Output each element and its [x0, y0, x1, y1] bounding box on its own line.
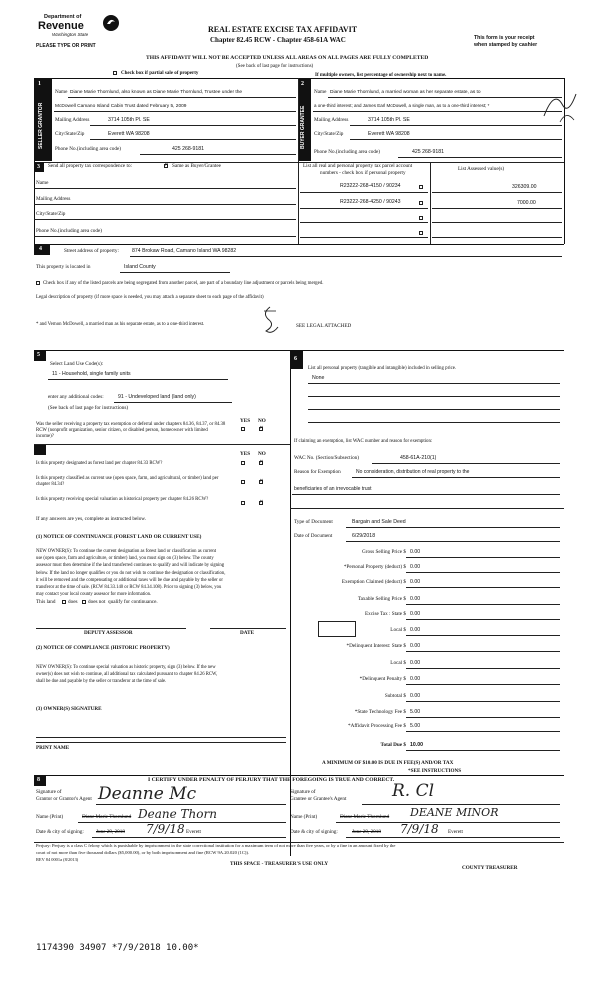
located-in-county: Island County: [124, 264, 156, 270]
wac-number: 458-61A-210(1): [400, 455, 437, 461]
located-underline: [120, 272, 230, 273]
same-as-buyer-checkbox[interactable]: [164, 164, 168, 168]
grantor-date-handwritten: 7/9/18: [146, 822, 185, 836]
grantee-date-handwritten: 7/9/18: [400, 822, 439, 836]
buyer-address-label: Mailing Address: [314, 117, 349, 123]
calc-label-excise-local: Local $: [390, 627, 406, 633]
parcel-value-1: 326309.00: [512, 184, 537, 190]
grantor-name-handwritten: Deane Thorn: [138, 807, 217, 821]
seller-city: Everett WA 98208: [108, 131, 150, 137]
personal-property-value: None: [312, 375, 325, 381]
receipt-note-1: This form is your receipt: [474, 35, 535, 41]
calc-value-exemption: 0.00: [410, 579, 421, 585]
same-as-buyer-label: Same as Buyer/Grantee: [172, 163, 221, 169]
tax-corr-address-label: Mailing Address: [36, 196, 71, 202]
section-8-number-block: [34, 776, 46, 786]
dor-logo: [36, 12, 128, 40]
question-forest: Is this property designated as forest land per chapter 84.33 RCW?: [36, 461, 163, 466]
notice-2-text: [36, 664, 288, 686]
parcel-personal-checkbox-2[interactable]: [419, 201, 423, 205]
notice-2-line: owner(s) does not wish to continue, all additional tax calculated pursuant to chapter 84.26 RCW,: [36, 672, 218, 678]
buyer-address-underline: [350, 125, 562, 126]
calc-underline-interest-local: [406, 668, 560, 669]
form-title: REAL ESTATE EXCISE TAX AFFIDAVIT: [208, 25, 358, 34]
see-legal-attached: SEE LEGAL ATTACHED: [296, 323, 352, 329]
historic-no-checkbox[interactable]: [259, 501, 263, 505]
street-address-label: Street address of property:: [64, 248, 119, 254]
segregated-checkbox[interactable]: [36, 281, 40, 285]
grantor-name-printed: Diane Marie Thornlund: [82, 814, 132, 820]
multiple-owners-note: If multiple owners, list percentage of ownership next to name.: [315, 73, 447, 78]
grantor-date-underline: [92, 837, 286, 838]
grantee-name-printed: Diane Marie Thornlund: [340, 814, 390, 820]
calc-label-exemption: Exemption Claimed (deduct) $: [341, 579, 406, 585]
street-underline: [130, 256, 562, 257]
parcel-personal-checkbox-1[interactable]: [419, 185, 423, 189]
current-use-yes-checkbox[interactable]: [241, 480, 245, 484]
personal-line-1: [308, 383, 560, 384]
notice-1-line: it will be removed and the compensating or additional taxes will be due and payable by the seller or: [36, 577, 223, 583]
tax-corr-phone-label: Phone No.(including area code): [36, 228, 102, 234]
notice-1-text: [36, 548, 288, 598]
grantor-name-label: Name (Print): [36, 814, 64, 820]
does-not-label: does not: [88, 599, 106, 605]
recording-stamp: 1174390 34907 *7/9/2018 10.00*: [36, 943, 199, 953]
grantor-sig-label-2: Grantor or Grantor's Agent: [36, 796, 92, 802]
no-header-1: NO: [258, 418, 266, 424]
yes-header-2: YES: [240, 451, 251, 457]
logo-dept-line3: Washington State: [52, 32, 89, 37]
grantor-sig-label-1: Signature of: [36, 789, 62, 795]
assessed-underline-3: [432, 222, 562, 223]
located-in-label: This property is located in: [36, 264, 91, 270]
notice-1-title: (1) NOTICE OF CONTINUANCE (FOREST LAND OR CURRENT USE): [36, 534, 202, 540]
land-use-underline: [48, 379, 228, 380]
personal-line-3: [308, 409, 560, 410]
current-use-no-checkbox[interactable]: [259, 480, 263, 484]
calc-value-total: 10.00: [410, 742, 423, 748]
grantor-date-printed: June 29, 2018: [96, 829, 125, 835]
legal-description-text: * and Vernon McDowell, a married man as his separate estate, as to a one-third interest.: [36, 322, 205, 327]
this-land-label: This land: [36, 599, 56, 605]
calc-label-gross: Gross Selling Price $: [362, 549, 406, 555]
buyer-city-underline: [350, 139, 562, 140]
margin-scribble-icon: [540, 86, 580, 126]
if-answers-yes: If any answers are yes, complete as instructed below.: [36, 516, 147, 522]
section-6-number: 6: [294, 356, 297, 362]
notice-2-line: NEW OWNER(S): To continue special valuation as historic property, sign (3) below. If the new: [36, 665, 216, 670]
buyer-phone: 425 268-9181: [412, 149, 445, 155]
parcel-value-2: 7000.00: [517, 200, 536, 206]
reason-line-1: No consideration, distribution of real property to the: [356, 469, 470, 475]
deputy-assessor-line: [36, 628, 186, 629]
section-4-number: 4: [39, 246, 42, 252]
reason-underline-1: [352, 477, 560, 478]
parcel-underline-2: [300, 208, 428, 209]
street-address: 874 Brokaw Road, Camano Island WA 98282: [132, 248, 237, 254]
calc-underline-gross: [406, 557, 560, 558]
initials-mark-icon: [258, 305, 282, 339]
buyer-phone-underline: [398, 157, 562, 158]
land-use-label: Select Land Use Code(s):: [50, 361, 104, 367]
land-use-see-back: (See back of last page for instructions): [48, 405, 129, 411]
calc-label-personal: *Personal Property (deduct) $: [343, 564, 406, 570]
form-chapter: Chapter 82.45 RCW - Chapter 458-61A WAC: [210, 36, 346, 44]
perjury-text-2: court of not more than five thousand dollars ($5,000.00), or by both imprisonment and fine (RCW 9A.20.020 (1C)).: [36, 850, 250, 855]
parcel-personal-checkbox-3[interactable]: [419, 216, 423, 220]
partial-sale-label: Check box if partial sale of property: [121, 71, 199, 76]
seller-name-line1: Diane Marie Thornlund, also known as Diane Marie Thornlund, Trustee under the: [70, 90, 243, 95]
calc-underline-taxable: [406, 604, 560, 605]
grantor-signature: Deanne Mc: [98, 784, 197, 804]
assessor-date-label: DATE: [240, 630, 255, 636]
parcel-personal-checkbox-4[interactable]: [419, 231, 423, 235]
owner-signature-label: (3) OWNER(S) SIGNATURE: [36, 706, 102, 712]
grantee-name-handwritten: DEANE MINOR: [410, 806, 499, 819]
deputy-assessor-label: DEPUTY ASSESSOR: [84, 630, 133, 636]
calc-value-excise-local: 0.00: [410, 627, 421, 633]
grantee-city: Everett: [448, 829, 463, 835]
buyer-section-number: 2: [301, 81, 304, 87]
doc-section-border: [290, 508, 564, 509]
calc-label-interest-state: *Delinquent Interest: State $: [346, 643, 406, 649]
section-8-top-border: [34, 775, 564, 776]
calc-value-personal: 0.00: [410, 564, 421, 570]
reason-underline-2: [292, 494, 560, 495]
county-treasurer-label: COUNTY TREASURER: [462, 865, 518, 871]
minimum-fee-note: A MINIMUM OF $10.00 IS DUE IN FEE(S) AND/OR TAX: [322, 760, 454, 766]
additional-codes-label: enter any additional codes:: [48, 394, 104, 400]
treasurer-space-label: THIS SPACE - TREASURER'S USE ONLY: [230, 861, 329, 867]
buyer-name-line2: a one-third interest; and James Earl McDowell, a single man, as to a one-third interest; *: [314, 103, 490, 108]
calc-label-penalty: *Delinquent Penalty $: [359, 676, 406, 682]
legal-description-label: Legal description of property (if more space is needed, you may attach a separate sheet to each page of the affidavit): [36, 295, 264, 300]
grantee-signature: R. Cl: [392, 781, 435, 801]
calc-value-interest-local: 0.00: [410, 660, 421, 666]
seller-address: 3714 105th Pl. SE: [108, 117, 150, 123]
buyer-address: 3714 105th Pl. SE: [368, 117, 410, 123]
does-qualify-checkbox[interactable]: [62, 600, 66, 604]
seller-city-underline: [90, 139, 296, 140]
print-name-line: [36, 742, 286, 743]
personal-line-4: [308, 422, 560, 423]
parcel-underline-4: [300, 237, 428, 238]
seller-city-label: City/State/Zip: [55, 131, 85, 137]
grantee-date-printed: June 29, 2018: [352, 829, 381, 835]
personal-line-2: [308, 396, 560, 397]
dor-logo-swirl-icon: [102, 14, 120, 32]
buyer-city: Everett WA 98208: [368, 131, 410, 137]
segregated-label: Check box if any of the listed parcels are being segregated from another parcel, are part of a boundary line adjustment or parcels being merged.: [43, 281, 324, 286]
qualify-label: qualify for continuance.: [108, 599, 158, 605]
wac-label: WAC No. (Section/Subsection): [294, 455, 359, 461]
doc-date-underline: [346, 541, 560, 542]
perjury-text-1: Perjury: Perjury is a class C felony which is punishable by imprisonment in the state correctional institution for a maximum term of not more than five years, or by a fine in an amount fixed by the: [36, 843, 396, 848]
question-current-use: Is this property classified as current use (open space, farm, and agricultural, or timber) land per chapter 84.34?: [36, 476, 219, 487]
grantor-sig-underline: [96, 804, 286, 805]
personal-property-label: List all personal property (tangible and intangible) included in selling price.: [308, 366, 457, 371]
calc-value-tech-fee: 5.00: [410, 709, 421, 715]
partial-sale-checkbox[interactable]: [113, 71, 117, 75]
yes-header-1: YES: [240, 418, 251, 424]
tax-corr-name-underline: [34, 188, 296, 189]
section-5-number-block: [34, 351, 46, 361]
parcel-number-1: R23222-268-4150 / 90234: [340, 183, 401, 189]
calc-label-total: Total Due $: [380, 742, 406, 748]
calc-underline-interest-state: [406, 651, 560, 652]
additional-underline: [114, 402, 232, 403]
buyer-name-label: Name: [314, 89, 327, 95]
buyer-name-underline1: [328, 97, 562, 98]
receipt-note-2: when stamped by cashier: [474, 42, 538, 48]
calc-underline-total: [406, 750, 560, 751]
tax-corr-label: Send all property tax correspondence to:: [48, 163, 132, 169]
seller-address-label: Mailing Address: [55, 117, 90, 123]
owner-signature-line: [36, 737, 286, 738]
section-8-number: 8: [37, 777, 40, 783]
see-instructions-note: *SEE INSTRUCTIONS: [408, 768, 462, 774]
calc-value-interest-state: 0.00: [410, 643, 421, 649]
wac-intro: If claiming an exemption, list WAC number and reason for exemption:: [294, 439, 433, 444]
land-use-code: 11 - Household, single family units: [52, 371, 131, 377]
logo-dept-line1: Department of: [44, 14, 82, 20]
warning-text: THIS AFFIDAVIT WILL NOT BE ACCEPTED UNLESS ALL AREAS ON ALL PAGES ARE FULLY COMPLETED: [146, 55, 429, 61]
section-6-number-block: [291, 351, 303, 369]
assessor-date-line: [210, 628, 286, 629]
seller-name-label: Name: [55, 89, 68, 95]
notice-1-line: assessor must then determine if the land transferred continues to qualify and will indicate by signing: [36, 563, 225, 569]
seller-phone: 425 268-9181: [172, 146, 205, 152]
print-name-label: PRINT NAME: [36, 745, 70, 751]
tax-corr-phone-underline: [34, 236, 296, 237]
deferral-yes-checkbox[interactable]: [241, 427, 245, 431]
grantor-date-label: Date & city of signing:: [36, 829, 84, 835]
calc-label-excise-state: Excise Tax : State $: [364, 611, 406, 617]
deferral-no-checkbox[interactable]: [259, 427, 263, 431]
calc-value-excise-state: 0.00: [410, 611, 421, 617]
grantee-name-label: Name (Print): [290, 814, 318, 820]
certify-statement: I CERTIFY UNDER PENALTY OF PERJURY THAT THE FOREGOING IS TRUE AND CORRECT.: [148, 777, 395, 783]
calc-underline-excise-local: [406, 635, 560, 636]
grantee-date-underline: [346, 837, 560, 838]
grantee-sig-label-1: Signature of: [290, 789, 316, 795]
calc-label-taxable: Taxable Selling Price $: [357, 596, 406, 602]
notice-1-line: NEW OWNER(S): To continue the current designation as forest land or classification as current: [36, 549, 217, 554]
seller-name-line2: McDowell Camano Island Cabin Trust dated February 5, 2009: [55, 104, 187, 109]
section-4-top-border: [34, 244, 564, 245]
logo-dept-line2: Revenue: [38, 20, 84, 32]
notice-1-line: use (open space, farm and agriculture, or timber) land, you must sign on (3) below. The county: [36, 556, 214, 562]
calc-underline-tech-fee: [406, 717, 560, 718]
grantee-name-underline: [336, 822, 560, 823]
notice-1-line: may contact your local county assessor for more information.: [36, 592, 152, 598]
calc-value-gross: 0.00: [410, 549, 421, 555]
section-5-number: 5: [37, 352, 40, 358]
calc-value-processing-fee: 5.00: [410, 723, 421, 729]
calc-underline-processing-fee: [406, 731, 560, 732]
seller-phone-underline: [140, 154, 296, 155]
please-type-or-print: PLEASE TYPE OR PRINT: [36, 43, 96, 49]
does-not-qualify-checkbox[interactable]: [82, 600, 86, 604]
parcel-number-2: R23222-268-4250 / 90243: [340, 199, 401, 205]
treasurer-box: [318, 621, 356, 637]
calc-underline-excise-state: [406, 619, 560, 620]
seller-section-number: 1: [38, 81, 41, 87]
parcel-header-2: numbers - check box if personal property: [320, 170, 406, 176]
section-3-divider: [298, 162, 299, 244]
reason-label: Reason for Exemption: [294, 469, 341, 475]
parcel-underline-1: [300, 192, 428, 193]
buyer-name-underline2: [313, 111, 562, 112]
buyer-city-label: City/State/Zip: [314, 131, 344, 137]
section-5b-block: [34, 445, 46, 455]
grantee-sig-underline: [362, 804, 560, 805]
doc-type-label: Type of Document: [294, 519, 333, 525]
assessed-header: List Assessed value(s): [458, 166, 505, 172]
section-5b-border: [34, 444, 290, 445]
additional-codes: 91 - Undeveloped land (land only): [118, 394, 196, 400]
calc-label-processing-fee: *Affidavit Processing Fee $: [348, 723, 406, 729]
seller-name-underline1: [68, 97, 296, 98]
question-historic: Is this property receiving special valuation as historical property per chapter 84.26 RCW?: [36, 497, 209, 502]
historic-yes-checkbox[interactable]: [241, 501, 245, 505]
seller-address-underline: [90, 125, 296, 126]
doc-date-label: Date of Document: [294, 533, 333, 539]
seller-phone-label: Phone No.(including area code): [55, 146, 121, 152]
grantor-city: Everett: [186, 829, 201, 835]
see-back-instructions: (See back of last page for instructions): [236, 64, 314, 69]
notice-1-line: below. If the land no longer qualifies or you do not wish to continue the designation or classification,: [36, 570, 226, 576]
assessed-divider: [430, 162, 431, 244]
calc-underline-exemption: [406, 587, 560, 588]
tax-corr-name-label: Name: [36, 180, 49, 186]
tax-corr-city-label: City/State/Zip: [36, 211, 66, 217]
doc-type-underline: [346, 527, 560, 528]
buyer-name-line1: Diane Marie Thornlund, a married woman as her separate estate, as to: [330, 90, 481, 95]
tax-corr-city-underline: [34, 219, 296, 220]
calc-value-taxable: 0.00: [410, 596, 421, 602]
section-3-number: 3: [37, 164, 40, 170]
no-header-2: NO: [258, 451, 266, 457]
calc-underline-penalty: [406, 684, 560, 685]
calc-label-interest-local: Local $: [390, 660, 406, 666]
assessed-underline-4: [432, 237, 562, 238]
notice-2-line: shall be due and payable by the seller or transferor at the time of sale.: [36, 679, 167, 685]
tax-corr-address-underline: [34, 204, 296, 205]
doc-type: Bargain and Sale Deed: [352, 519, 406, 525]
seller-name-underline2: [54, 111, 296, 112]
does-label: does: [68, 599, 78, 605]
notice-2-title: (2) NOTICE OF COMPLIANCE (HISTORIC PROPERTY): [36, 645, 170, 651]
assessed-underline-1: [432, 192, 562, 193]
doc-date: 6/29/2018: [352, 533, 376, 539]
calc-underline-personal: [406, 572, 560, 573]
assessed-underline-2: [432, 208, 562, 209]
forest-yes-checkbox[interactable]: [241, 461, 245, 465]
seller-grantor-label: SELLER GRANTOR: [38, 102, 44, 150]
notice-1-line: transferor at the time of sale. (RCW 84.33.140 or RCW 84.34.108). Prior to signing (3) below, you: [36, 585, 222, 591]
wac-underline: [372, 463, 560, 464]
grantee-sig-label-2: Grantee or Grantee's Agent: [290, 796, 347, 802]
calc-value-subtotal: 0.00: [410, 693, 421, 699]
grantee-date-label: Date & city of signing:: [290, 829, 338, 835]
parcel-header-1: List all real and personal property tax parcel account: [303, 163, 413, 169]
revision-code: REV 84 0001a (8/2013): [36, 857, 79, 862]
buyer-phone-label: Phone No.(including area code): [314, 149, 380, 155]
parcel-underline-3: [300, 222, 428, 223]
calc-label-subtotal: Subtotal $: [384, 693, 406, 699]
question-deferral: Was the seller receiving a property tax exemption or deferral under chapters 84.36, 84.37, or 84.38 RCW (nonprofit organization, senior citizen, or disabled person, homeowner with limited income)?: [36, 422, 226, 439]
forest-no-checkbox[interactable]: [259, 461, 263, 465]
calc-value-penalty: 0.00: [410, 676, 421, 682]
section-4-number-block: [34, 245, 50, 255]
calc-underline-subtotal: [406, 701, 560, 702]
calc-label-tech-fee: *State Technology Fee $: [354, 709, 406, 715]
reason-line-2: beneficiaries of an irrevocable trust: [294, 486, 372, 492]
buyer-grantee-label: BUYER GRANTEE: [300, 105, 306, 149]
